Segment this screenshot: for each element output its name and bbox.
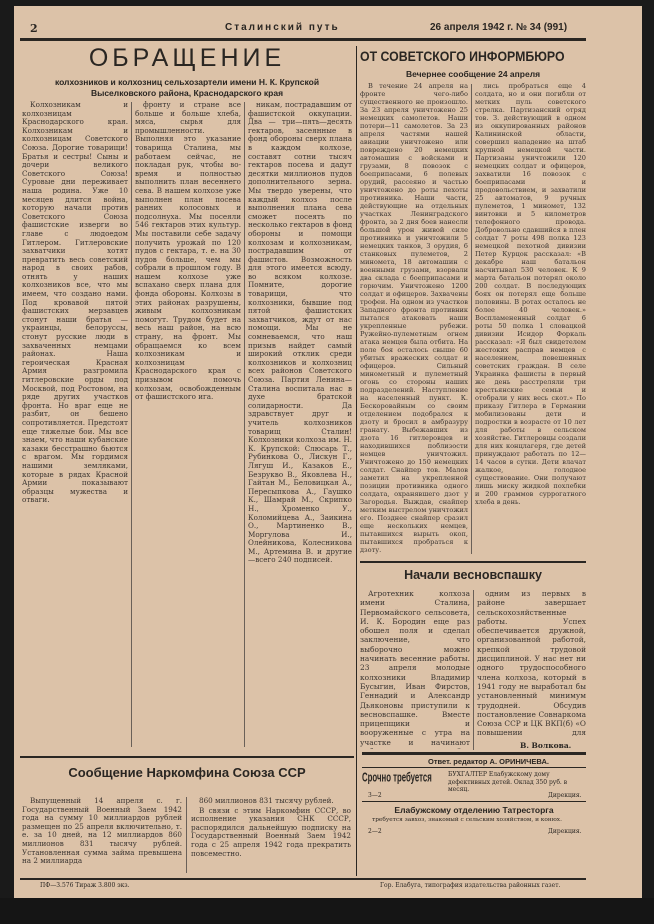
- ad-text: БУХГАЛТЕР Елабужскому дому дефективных детей. Оклад 350 руб. в месяц.: [448, 771, 568, 793]
- spring-column-2: [477, 589, 586, 738]
- page-number: 2: [30, 22, 38, 35]
- appeal-column-2: [135, 101, 241, 751]
- ad-number: 3—2: [368, 792, 382, 799]
- narkomfin-title: Сообщение Наркомфина Союза ССР: [68, 765, 306, 780]
- appeal-title: ОБРАЩЕНИЕ: [88, 44, 286, 72]
- footer-rule: [20, 878, 586, 880]
- sovinform-subtitle: Вечернее сообщение 24 апреля: [405, 69, 541, 79]
- spring-text: одним из первых в районе завершает сельскохозяйственные работы. Успех обеспечивается дружной, организованной работой, крепкой трудовой дисциплиной. У нас нет ни одного трудоспособного члена колхоза, который в 1941 году не выработал бы установленный минимум трудодней. Обсудив постановление Совнаркома Союза ССР и ЦК ВКП(б) «О повышении для: [477, 589, 586, 738]
- sovinform-column-1: [360, 82, 468, 556]
- paper-name: Сталинский путь: [225, 22, 340, 33]
- column-rule: [131, 102, 132, 747]
- scan-background: [0, 898, 654, 924]
- spring-signature: В. Волкова.: [520, 741, 572, 750]
- narkomfin-column-1: [22, 797, 182, 873]
- sovinform-title: ОТ СОВЕТСКОГО ИНФОРМБЮРО: [360, 48, 565, 64]
- column-divider: [356, 46, 357, 876]
- sovinform-text: лись пробраться еще 4 солдата, но и они погибли от метких пуль советского стрелка. Партизанский отряд тов. З. действующий в одном из оккупированных районов Калининской области, совершил нападение на штаб крупной немецкой части. Партизаны уничтожили 120 немецких солдат и офицеров, захватили 16 повозок с боеприпасами и продовольствием, и захватили 25 автоматов, 9 ручных пулеметов, 1 миномет, 132 винтовки и 5 километров телефонного провода. Добровольно сдавшийся в плен солдат 7 роты 498 полка 123 немецкой пехотной дивизии Петер Курцок рассказал: «В декабре наш батальон насчитывал 530 человек. К 9 марта батальон потерял около 200 солдат. В последующих боях он потерял еще больше половины. В ротах осталось не более 40 человек.» Воспламененный солдат 6 роты 50 полка 1 словацкой дивизии Исидор Форкаль рассказал: «Я был свидетелем жестоких расправ немцев с населением, повешенных советских граждан. В селе Украинка фашисты в первый же день расстреляли три крестьянские семьи и отобрали у них весь скот.» По приказу Гитлера в Германии мобилизованы дети и подростки в возрасте от 10 лет для работы в сельском хозяйстве. Гитлеровцы создали для них концлагеря, где детей принуждают работать по 12—14 часов в сутки. Дети влачат жалкое, голодное существование. Они получают лишь миску жидкой похлебки и 200 граммов суррогатного хлеба в день.: [475, 82, 586, 506]
- sovinform-text: В течение 24 апреля на фронте чего-либо существенного не произошло. За 23 апреля уничтожено 25 немецких самолетов. Наши потери—11 самолетов. За 23 апреля частями нашей авиации уничтожено или повреждено 20 немецких автомашин с войсками и грузами, 8 повозок с боеприпасами, 6 полевых орудий, рассеяно и частью уничтожено до роты пехоты противника. Наши части, действующие на отдельных участках Ленинградского фронта, за 2 дня боев нанесли большой урон живой силе противника и уничтожили 5 немецких танков, 3 орудия, 6 станковых пулеметов, 2 миномета, 18 автомашин с военными грузами, взорвали два склада с боеприпасами и горючим. Уничтожено 1200 солдат и офицеров. Захвачены трофеи. На одном из участков Западного фронта противник пытался атаковать наши укрепленные рубежи. Ружейно-пулеметным огнем атака немцев была отбита. На поле боя осталось свыше 60 убитых вражеских солдат и офицеров. Сильный минометный и пулеметный огонь со стороны наших подразделений. Наступление на населенный пункт. К. Бескоровайным со своим отделением подобрался к дзоту и бросил в амбразуру гранату. Выбежавших из дзота 16 гитлеровцев и находившихся поблизости немцев уничтожил. Уничтожено до 150 немецких солдат. Снайпер тов. Малов заметил на укрепленной позиции противника одного солдата, охранявшего дзот у Загородья. Выждав, снайпер метким выстрелом уничтожил его. Позднее снайпер сразил еще нескольких немцев, пытавшихся вырыть окоп, пытавшихся пробраться к дзоту.: [360, 82, 468, 554]
- ad2-headline: Елабужскому отделению Татресторга: [394, 805, 554, 815]
- narkomfin-text: 860 миллионов 831 тысячу рублей.: [199, 797, 334, 805]
- ad2-number: 2—2: [368, 828, 382, 835]
- ad-headline: Срочно требуется: [362, 771, 432, 786]
- narkomfin-column-2: [191, 797, 351, 873]
- section-rule: [362, 767, 586, 768]
- section-rule: [20, 756, 354, 758]
- column-rule: [473, 590, 474, 750]
- section-rule: [360, 561, 586, 563]
- section-rule: [362, 801, 586, 802]
- section-rule: [362, 752, 586, 755]
- issue-date: 26 апреля 1942 г. № 34 (991): [430, 22, 568, 33]
- appeal-text: никам, пострадавшим от фашистской оккупации. Два — три—пять—десять гектаров, засеянные в фонд обороны сверх плана в каждом колхозе, составят сотни тысяч гектаров посева и дадут десятки миллионов пудов дополнительного зерна. Мы твердо уверены, что каждый колхоз после выполнения плана сева сможет посеять по несколько гектаров в фонд обороны и помощи колхозам и колхозникам, пострадавшим от фашистов. Возможность для этого имеется всюду, во всяком колхозе. Помните, дорогие товарищи, что колхозники, бывшие под пятой фашистских захватчиков, ждут от нас помощи. Мы не сомневаемся, что наш призыв найдет самый широкий отклик среди колхозников и колхозниц всех районов Советского Союза. Партия Ленина—Сталина воспитала нас в духе братской солидарности. Да здравствует друг и учитель колхозников товарищ Сталин! Колхозники колхоза им. Н. К. Крупской: Слюсарь Т., Рубинкова О., Лискун Г., Лягуш И., Казаков Е., Безрукво В., Яковлева Н., Гайтан М., Беловицкая А., Пересыпкова А., Гаушко К., Шамрай М., Скрипко Н., Хроменко У., Коломийцева А., Заикина О., Мартиненко В., Моргулова И., Олейникова, Колесникова М., Артемина В. и другие—всего 240 подписей.: [248, 101, 352, 565]
- appeal-column-3: [248, 101, 352, 751]
- column-rule: [244, 102, 245, 747]
- spring-column-1: [360, 589, 470, 749]
- appeal-text: фронту и стране все больше и больше хлеба, мяса, сырья для промышленности. Выполняя это указание товарища Сталина, мы работаем сейчас, не покладая рук, чтобы во-время и полностью выполнить план весеннего сева. В нашем колхозе уже выполнен план посева ранних колосовых и подсолнуха. Мы посеяли 546 гектаров этих культур. Мы поставили себе задачу получить урожай по 120 пудов с гектара, т. е. на 30 пудов больше, чем мы собрали в прошлом году. В нашем колхозе уже вспахано сверх плана для фонда обороны. Колхозы в этих районах разрушены, живым колхозникам помогут. Трудом будет на весь наш район, на всю страну, на фронт. Мы обращаемся ко всем колхозникам и колхозницам Краснодарского края с призывом помочь колхозам, освобожденным от фашистского ига.: [135, 101, 241, 402]
- masthead-rule: [20, 38, 586, 41]
- appeal-subtitle-2: Выселковского района, Краснодарского края: [90, 88, 284, 98]
- ad2-signature: Дирекция.: [548, 828, 582, 835]
- ad-signature: Дирекция.: [548, 792, 582, 799]
- spring-text: Агротехник колхоза имени Сталина, Первомайского сельсовета, И. К. Бородин еще раз обошел поля и сделал заключение, что выборочно можно начинать весенние работы. 23 апреля молодые колхозники Владимир Бусыгин, Иван Фирстов, Геннадий и Александр Дьяконовы приступили к весновспашке. Вместе прицепщики и вооруженные с утра на участке и начинают: [360, 589, 470, 747]
- narkomfin-text: В связи с этим Наркомфин СССР, во исполнение указания СНК СССР, распорядился дальнейшую подписку на Государственный Военный Заем 1942 года с 25 апреля 1942 года прекратить повсеместно.: [191, 805, 351, 858]
- appeal-subtitle-1: колхозников и колхозниц сельхозартели имени Н. К. Крупской: [54, 77, 320, 87]
- editor-line: Ответ. редактор А. ОРИНИЧЕВА.: [428, 757, 549, 766]
- appeal-text: Колхозникам и колхозницам Краснодарского края. Колхозникам и колхозницам Советского Союза. Дорогие товарищи! Братья и сестры! Сыны и дочери великого Советского Союза! Суровые дни переживает наша родина. Уже 10 месяцев длится война, которую начали против Советского Союза фашистские изверги во главе с людоедом Гитлером. Гитлеровские захватчики хотят превратить весь советский народ в своих рабов, отнять у наших колхозников все, что мы имеем, что создано нами. Под кровавой пятой фашистских мерзавцев стонут наши братья — украинцы, белоруссы, стонут русские люди в захваченных немцами районах. Наша героическая Красная Армия разгромила гитлеровские орды под Москвой, под Ростовом, на ряде других участков фронта. Но враг еще не разбит, он бешено сопротивляется. Предстоят еще тяжелые бои. Мы все знаем, что наши кубанские казаки бесстрашно бьются с врагом. Мы гордимся нашими земляками, которые в рядах Красной Армии показывают образцы мужества и отваги.: [22, 101, 128, 505]
- column-rule: [186, 797, 187, 873]
- sovinform-column-2: [475, 82, 586, 556]
- ad2-text: требуется завхоз, знакомый с сельским хозяйством, и конюх.: [372, 817, 562, 823]
- spring-title: Начали весновспашку: [404, 568, 542, 582]
- column-rule: [471, 84, 472, 554]
- appeal-column-1: [22, 101, 128, 751]
- printer-info: Гор. Елабуга, типография издательства районных газет.: [380, 882, 561, 889]
- narkomfin-text: Выпущенный 14 апреля с. г. Государственный Военный Заем 1942 года на сумму 10 миллиардов рублей размещен по 25 апреля включительно, т. е. за 10 дней, на 12 миллиардов 860 миллионов 831 тысячу рублей. Установленная сумма займа превышена на 2 миллиарда: [22, 797, 182, 866]
- print-info: ПФ—3.576 Тираж 3.800 экз.: [40, 882, 130, 889]
